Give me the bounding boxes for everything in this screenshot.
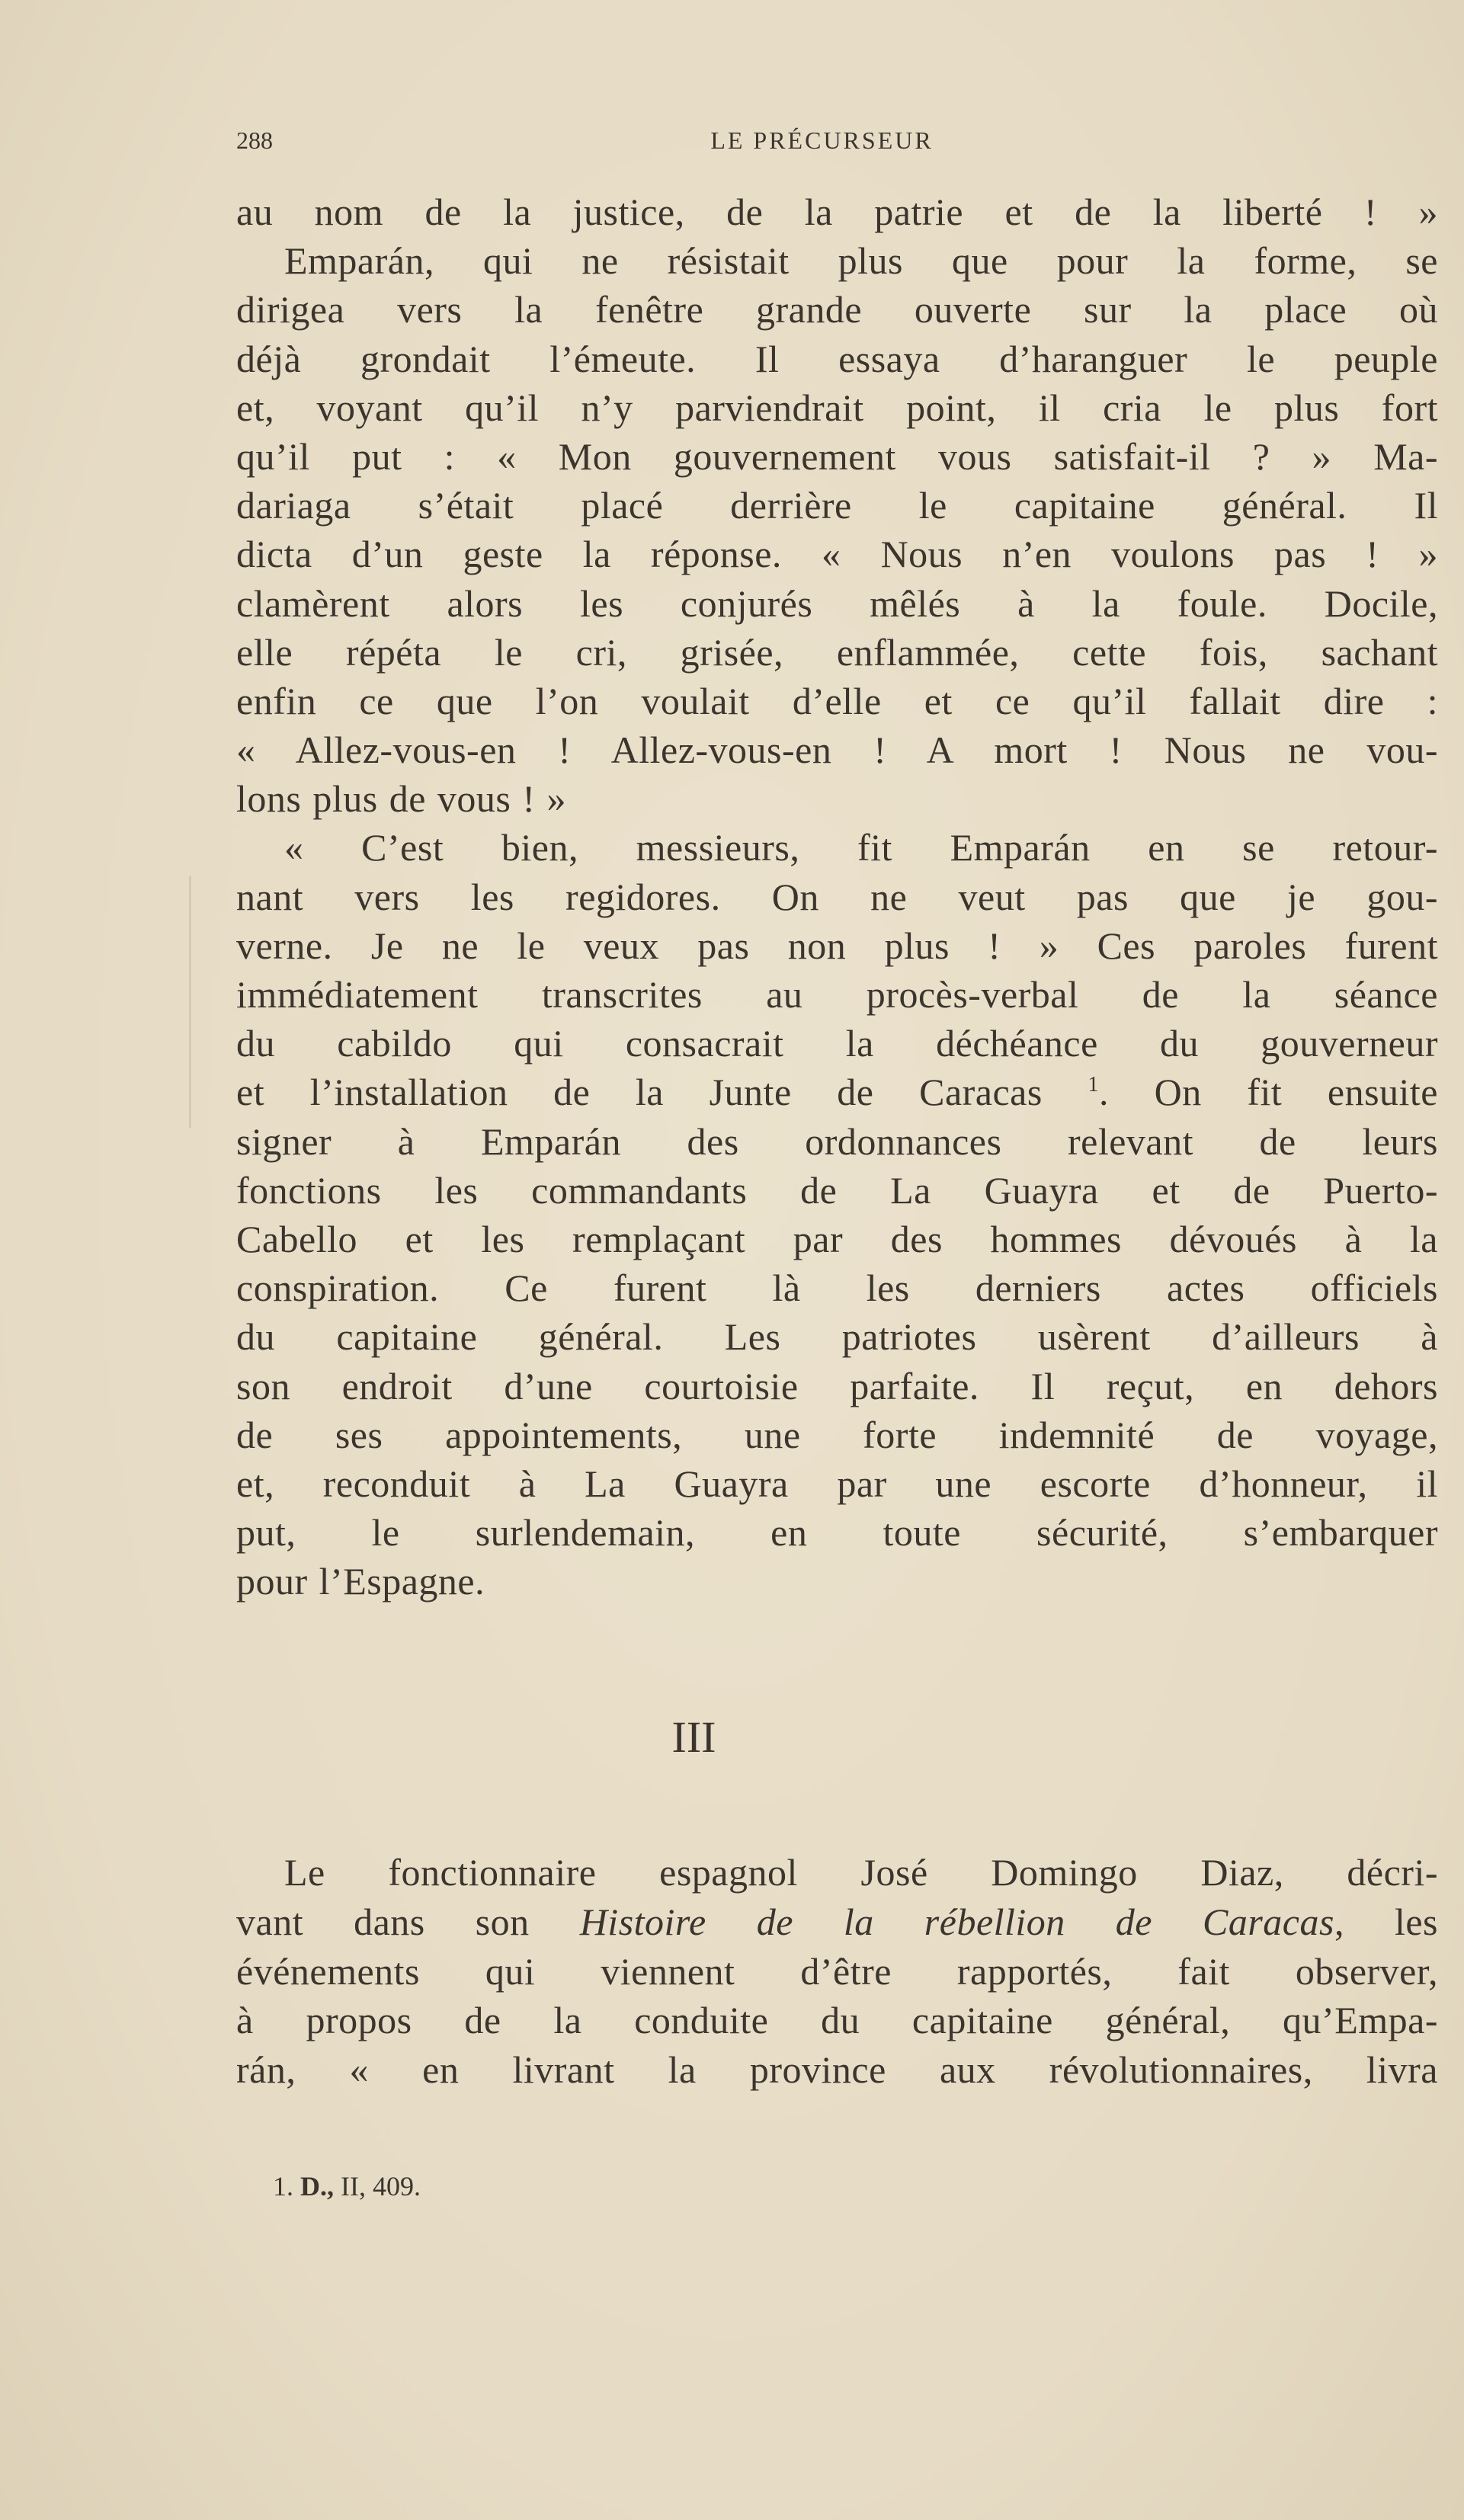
body-text-bottom	[236, 1848, 1438, 2095]
text-line: au nom de la justice, de la patrie et de la liberté ! »	[236, 191, 1438, 233]
text-line: conspiration. Ce furent là les derniers actes officiels	[236, 1266, 1438, 1310]
text-line: « C’est bien, messieurs, fit Emparán en se retour-	[284, 826, 1438, 869]
text-line: nant vers les regidores. On ne veut pas que je gou-	[236, 875, 1438, 918]
text-line: à propos de la conduite du capitaine général, qu’Empa-	[236, 1999, 1438, 2042]
text-line: de ses appointements, une forte indemnité de voyage,	[236, 1413, 1438, 1456]
text-segment: et l’installation de la Junte de Caracas	[236, 1071, 1088, 1114]
text-line: qu’il put : « Mon gouvernement vous satisfait-il ? » Ma-	[236, 434, 1438, 478]
page-edge-mark	[189, 876, 191, 1128]
text-segment: vant dans son	[236, 1900, 580, 1943]
text-line: déjà grondait l’émeute. Il essaya d’haranguer le peuple	[236, 337, 1438, 380]
text-line: dirigea vers la fenêtre grande ouverte sur la place où	[236, 288, 1438, 331]
text-line: Le fonctionnaire espagnol José Domingo Diaz, décri-	[284, 1851, 1438, 1894]
text-line: fonctions les commandants de La Guayra et de Puerto-	[236, 1168, 1438, 1212]
text-line: verne. Je ne le veux pas non plus ! » Ces paroles furent	[236, 924, 1438, 967]
text-segment: , les	[1334, 1900, 1438, 1943]
footnote-number: 1.	[273, 2171, 293, 2201]
footnote	[273, 2170, 421, 2202]
text-line: clamèrent alors les conjurés mêlés à la foule. Docile,	[236, 581, 1438, 625]
text-line: et, voyant qu’il n’y parviendrait point, il cria le plus fort	[236, 386, 1438, 429]
page-header	[236, 126, 1438, 165]
footnote-source: D.,	[300, 2171, 334, 2201]
text-line: Cabello et les remplaçant par des hommes dévoués à la	[236, 1217, 1438, 1260]
text-line: « Allez-vous-en ! Allez-vous-en ! A mort ! Nous ne vou-	[236, 728, 1438, 772]
text-line: enfin ce que l’on voulait d’elle et ce qu’il fallait dire :	[236, 679, 1438, 722]
text-line: elle répéta le cri, grisée, enflammée, cette fois, sachant	[236, 630, 1438, 674]
text-line: immédiatement transcrites au procès-verbal de la séance	[236, 973, 1438, 1016]
text-line	[236, 1897, 1438, 1947]
text-line: dariaga s’était placé derrière le capitaine général. Il	[236, 484, 1438, 527]
text-line: signer à Emparán des ordonnances relevant de leurs	[236, 1119, 1438, 1163]
book-title: Histoire de la rébellion de Caracas	[579, 1900, 1334, 1943]
text-line: pour l’Espagne.	[236, 1560, 485, 1603]
text-line: lons plus de vous ! »	[236, 777, 566, 821]
page-number: 288	[236, 126, 273, 154]
text-line: Emparán, qui ne résistait plus que pour la forme, se	[284, 239, 1438, 283]
footnote-marker: 1	[1088, 1073, 1099, 1097]
running-head: LE PRÉCURSEUR	[710, 126, 934, 154]
text-line: rán, « en livrant la province aux révolutionnaires, livra	[236, 2048, 1438, 2091]
section-heading: III	[671, 1712, 716, 1762]
text-line: du cabildo qui consacrait la déchéance du gouverneur	[236, 1022, 1438, 1065]
text-segment: . On fit ensuite	[1098, 1071, 1439, 1114]
body-text-top	[236, 187, 1438, 1606]
footnote-reference: II, 409.	[341, 2171, 421, 2201]
text-line	[236, 1068, 1438, 1116]
text-line: événements qui viennent d’être rapportés, fait observer,	[236, 1949, 1438, 1993]
text-line: dicta d’un geste la réponse. « Nous n’en voulons pas ! »	[236, 533, 1438, 576]
text-line: son endroit d’une courtoisie parfaite. Il reçut, en dehors	[236, 1364, 1438, 1407]
text-line: put, le surlendemain, en toute sécurité, s’embarquer	[236, 1511, 1438, 1555]
text-line: du capitaine général. Les patriotes usèrent d’ailleurs à	[236, 1315, 1438, 1359]
text-line: et, reconduit à La Guayra par une escorte d’honneur, il	[236, 1462, 1438, 1505]
